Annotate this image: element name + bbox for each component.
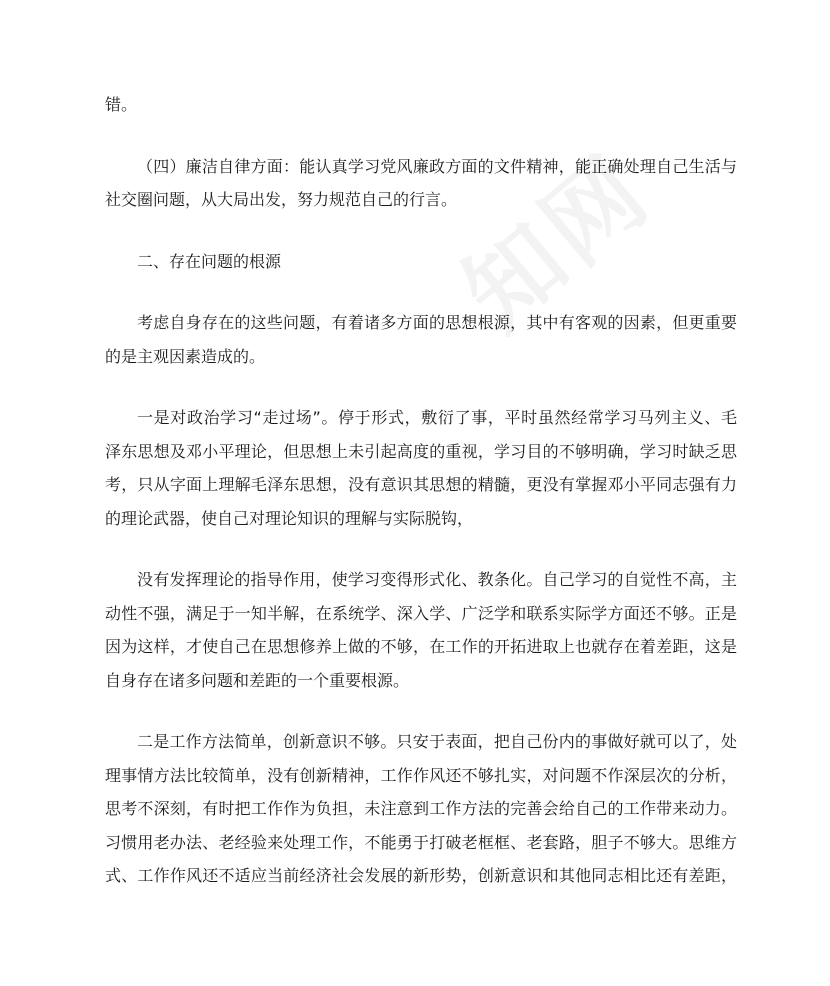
paragraph [105, 563, 737, 697]
text-line: 思考不深刻，有时把工作作为负担，未注意到工作方法的完善会给自己的工作带来动力。 [105, 799, 737, 818]
text-line: 动性不强，满足于一知半解，在系统学、深入学、广泛学和联系实际学方面还不够。正是 [105, 603, 737, 623]
paragraph [105, 150, 737, 217]
text-line: 一是对政治学习“走过场”。停于形式，敷衍了事，平时虽然经常学习马列主义、毛 [137, 408, 737, 427]
text-line: 二是工作方法简单，创新意识不够。只安于表面，把自己份内的事做好就可以了，处 [137, 732, 737, 751]
text-line: 因为这样，才使自己在思想修养上做的不够，在工作的开拓进取上也就存在着差距，这是 [105, 637, 737, 656]
paragraph [105, 306, 737, 373]
text-line: （四）廉洁自律方面：能认真学习党风廉政方面的文件精神，能正确处理自己生活与 [137, 156, 737, 176]
text-line: 式、工作作风还不适应当前经济社会发展的新形势，创新意识和其他同志相比还有差距， [105, 866, 737, 885]
text-line: 的是主观因素造成的。 [105, 346, 266, 366]
text-line: 理事情方法比较简单，没有创新精神，工作作风还不够扎实，对问题不作深层次的分析， [105, 765, 737, 785]
paragraph [105, 245, 737, 279]
text-line: 二、存在问题的根源 [137, 251, 282, 271]
text-line: 习惯用老办法、老经验来处理工作，不能勇于打破老框框、老套路，胆子不够大。思维方 [105, 832, 737, 852]
document-page [105, 88, 737, 921]
text-line: 泽东思想及邓小平理论，但思想上未引起高度的重视，学习目的不够明确，学习时缺乏思 [105, 441, 737, 461]
text-line: 错。 [105, 95, 138, 114]
text-line: 自身存在诸多问题和差距的一个重要根源。 [105, 670, 410, 690]
paragraph [105, 725, 737, 893]
text-line: 没有发挥理论的指导作用，使学习变得形式化、教条化。自己学习的自觉性不高，主 [137, 570, 737, 589]
text-line: 考虑自身存在的这些问题，有着诸多方面的思想根源，其中有客观的因素，但更重要 [137, 313, 737, 332]
paragraph [105, 401, 737, 535]
text-line: 的理论武器，使自己对理论知识的理解与实际脱钩， [105, 508, 474, 528]
text-line: 社交圈问题，从大局出发，努力规范自己的行言。 [105, 190, 458, 209]
paragraph [105, 88, 737, 122]
text-line: 考，只从字面上理解毛泽东思想，没有意识其思想的精髓，更没有掌握邓小平同志强有力 [105, 475, 737, 494]
